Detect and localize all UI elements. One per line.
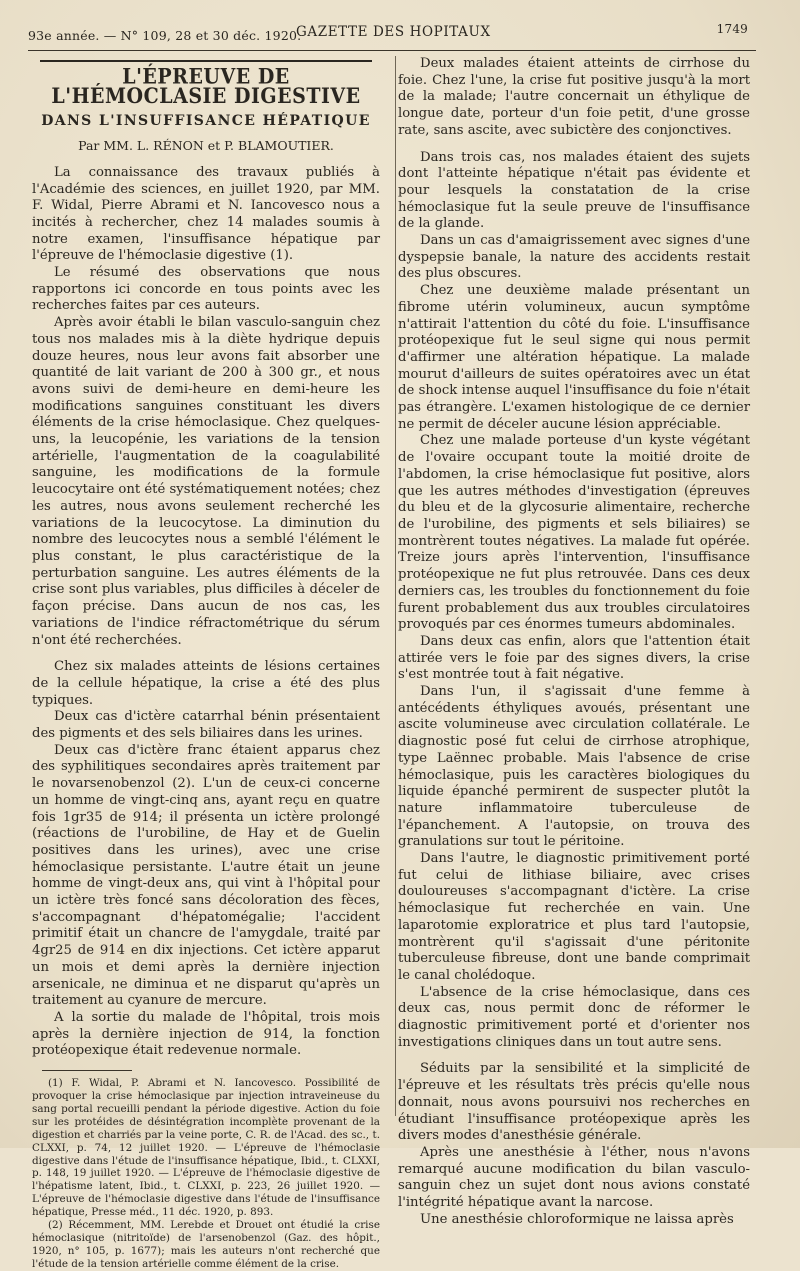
- issue-info: 93e année. — N° 109, 28 et 30 déc. 1920.: [28, 28, 302, 43]
- page-header: [28, 22, 748, 46]
- paragraph: Le résumé des observations que nous rapportons ici concorde en tous points avec les recherches faites par ces auteurs.: [32, 265, 380, 314]
- paragraph: Chez six malades atteints de lésions certaines de la cellule hépatique, la crise a été des plus typiques.: [32, 659, 380, 708]
- journal-name: GAZETTE DES HOPITAUX: [296, 24, 491, 40]
- paragraph: Chez une malade porteuse d'un kyste végétant de l'ovaire occupant toute la moitié droite de l'abdomen, la crise hémoclasique fut positive, alors que les autres méthodes d'investigation (épreuves du bleu et de la glycosurie alimentaire, recherche de l'urobiline, des pigments et sels biliaires) se montrèrent toutes négatives. La malade fut opérée. Treize jours après l'intervention, l'insuffisance protéopexique ne fut plus retrouvée. Dans ces deux derniers cas, les troubles du fonctionnement du foie furent probablement dus aux troubles circulatoires provoqués par ces énormes tumeurs abdominales.: [398, 433, 750, 633]
- paragraph: A la sortie du malade de l'hôpital, trois mois après la dernière injection de 914, la fonction protéopexique était redevenue normale.: [32, 1009, 380, 1059]
- paragraph: Deux cas d'ictère franc étaient apparus chez des syphilitiques secondaires après traitement par le novarsenobenzol (2). L'un de ceux-ci concerne un homme de vingt-cinq ans, ayant reçu en quatre fois 1gr35 de 914; il présenta un ictère prolongé (réactions de l'urobiline, de Hay et de Guelin positives dans les urines), avec une crise hémoclasique persistante. L'autre était un jeune homme de vingt-deux ans, qui vint à l'hôpital pour un ictère très foncé sans décoloration des fèces, s'accompagnant d'hépatomégalie; l'accident primitif était un chancre de l'amygdale, traité par 4gr25 de 914 en dix injections. Cet ictère apparut un mois et demi après la dernière injection arsenicale, ne diminua et ne disparut qu'après un traitement au cyanure de mercure.: [32, 742, 380, 1009]
- column-divider: [395, 56, 396, 1116]
- paragraph: Deux malades étaient atteints de cirrhose du foie. Chez l'une, la crise fut positive jusqu'à la mort de la malade; l'autre concernait un éthylique de longue date, porteur d'un foie petit, d'une grosse rate, sans ascite, avec subictère des conjonctives.: [398, 56, 750, 138]
- paragraph: Dans l'autre, le diagnostic primitivement porté fut celui de lithiase biliaire, avec crises douloureuses s'accompagnant d'ictère. La crise hémoclasique fut recherchée en vain. Une laparotomie exploratrice et plus tard l'autopsie, montrèrent qu'il s'agissait d'une péritonite tuberculeuse fibreuse, dont une bande comprimait le canal cholédoque.: [398, 851, 750, 983]
- right-column: [398, 56, 750, 1229]
- paragraph: Après une anesthésie à l'éther, nous n'avons remarqué aucune modification du bilan vasculo-sanguin chez un sujet dont nous avions constaté l'intégrité hépatique avant la narcose.: [398, 1145, 750, 1211]
- left-column: [32, 60, 380, 1271]
- paragraph: Dans deux cas enfin, alors que l'attention était attirée vers le foie par des signes divers, la crise s'est montrée tout à fait négative.: [398, 633, 750, 683]
- footnote: (2) Récemment, MM. Lerebde et Drouet ont étudié la crise hémoclasique (nitritoïde) de l'arsenobenzol (Gaz. des hôpit., 1920, n° 105, p. 1677); mais les auteurs n'ont recherché que l'étude de la tension artérielle comme élément de la crise.: [32, 1219, 380, 1270]
- paragraph: Dans un cas d'amaigrissement avec signes d'une dyspepsie banale, la nature des accidents restait des plus obscures.: [398, 233, 750, 282]
- paragraph: Une anesthésie chloroformique ne laissa après: [420, 1211, 734, 1227]
- paragraph: Deux cas d'ictère catarrhal bénin présentaient des pigments et des sels biliaires dans les urines.: [32, 709, 380, 742]
- paragraph: Séduits par la sensibilité et la simplicité de l'épreuve et les résultats très précis qu'elle nous donnait, nous avons poursuivi nos recherches en étudiant l'insuffisance protéopexique après les divers modes d'anesthésie générale.: [398, 1061, 750, 1144]
- footnote: (1) F. Widal, P. Abrami et N. Iancovesco. Possibilité de provoquer la crise hémoclasique par injection intraveineuse du sang portal recueilli pendant la période digestive. Action du foie sur les protéides de désintégration incomplète provenant de la digestion et charriés par la veine porte, C. R. de l'Acad. des sc., t. CLXXI, p. 74, 12 juillet 1920. — L'épreuve de l'hémoclasie digestive dans l'étude de l'insuffisance hépatique, Ibid., t. CLXXI, p. 148, 19 juillet 1920. — L'épreuve de l'hémoclasie digestive de l'hépatisme latent, Ibid., t. CLXXI, p. 223, 26 juillet 1920. — L'épreuve de l'hémoclasie digestive dans l'étude de l'insuffisance hépatique, Presse méd., 11 déc. 1920, p. 893.: [32, 1077, 380, 1219]
- footnote-rule: [42, 1070, 132, 1071]
- article-title: L'ÉPREUVE DE L'HÉMOCLASIE DIGESTIVE: [51, 64, 361, 109]
- article-subtitle: DANS L'INSUFFISANCE HÉPATIQUE: [41, 113, 371, 130]
- title-rule: [40, 60, 372, 62]
- article-authors: Par MM. L. RÉNON et P. BLAMOUTIER.: [78, 138, 334, 154]
- paragraph: Dans trois cas, nos malades étaient des sujets dont l'atteinte hépatique n'était pas évidente et pour lesquels la constatation de la crise hémoclasique fut la seule preuve de l'insuffisance de la glande.: [398, 149, 750, 232]
- footnotes: [32, 1077, 380, 1271]
- paragraph: Chez une deuxième malade présentant un fibrome utérin volumineux, aucun symptôme n'attirait l'attention du côté du foie. L'insuffisance protéopexique fut le seul signe qui nous permit d'affirmer une altération hépatique. La malade mourut d'ailleurs de suites opératoires avec un état de shock intense auquel l'insuffisance du foie n'était pas étrangère. L'examen histologique de ce dernier ne permit de déceler aucune lésion appréciable.: [398, 283, 750, 432]
- page-number: 1749: [716, 22, 748, 36]
- paragraph: L'absence de la crise hémoclasique, dans ces deux cas, nous permit donc de réformer le diagnostic primitivement porté et d'orienter nos investigations cliniques dans un tout autre sens.: [398, 984, 750, 1050]
- paragraph: La connaissance des travaux publiés à l'Académie des sciences, en juillet 1920, par MM. F. Widal, Pierre Abrami et N. Iancovesco nous a incités à rechercher, chez 14 malades soumis à notre examen, l'insuffisance hépatique par l'épreuve de l'hémoclasie digestive (1).: [32, 164, 380, 264]
- paragraph: Après avoir établi le bilan vasculo-sanguin chez tous nos malades mis à la diète hydrique depuis douze heures, nous leur avons fait absorber une quantité de lait variant de 200 à 300 gr., et nous avons suivi de demi-heure en demi-heure les modifications sanguines constituant les divers éléments de la crise hémoclasique. Chez quelques-uns, la leucopénie, les variations de la tension artérielle, l'augmentation de la coagulabilité sanguine, les modifications de la formule leucocytaire ont été systématiquement notées; chez les autres, nous avons seulement recherché les variations de la leucocytose. La diminution du nombre des leucocytes nous a semblé l'élément le plus constant, le plus caractéristique de la perturbation sanguine. Les autres éléments de la crise sont plus variables, plus difficiles à déceler de façon précise. Dans aucun de nos cas, les variations de l'indice réfractométrique du sérum n'ont été recherchées.: [32, 315, 380, 648]
- paragraph: Dans l'un, il s'agissait d'une femme à antécédents éthyliques avoués, présentant une ascite volumineuse avec circulation collatérale. Le diagnostic posé fut celui de cirrhose atrophique, type Laënnec probable. Mais l'absence de crise hémoclasique, puis les caractères biologiques du liquide épanché permirent de suspecter plutôt la nature inflammatoire tuberculeuse de l'épanchement. A l'autopsie, on trouva des granulations sur tout le péritoine.: [398, 684, 750, 850]
- header-rule: [28, 50, 756, 51]
